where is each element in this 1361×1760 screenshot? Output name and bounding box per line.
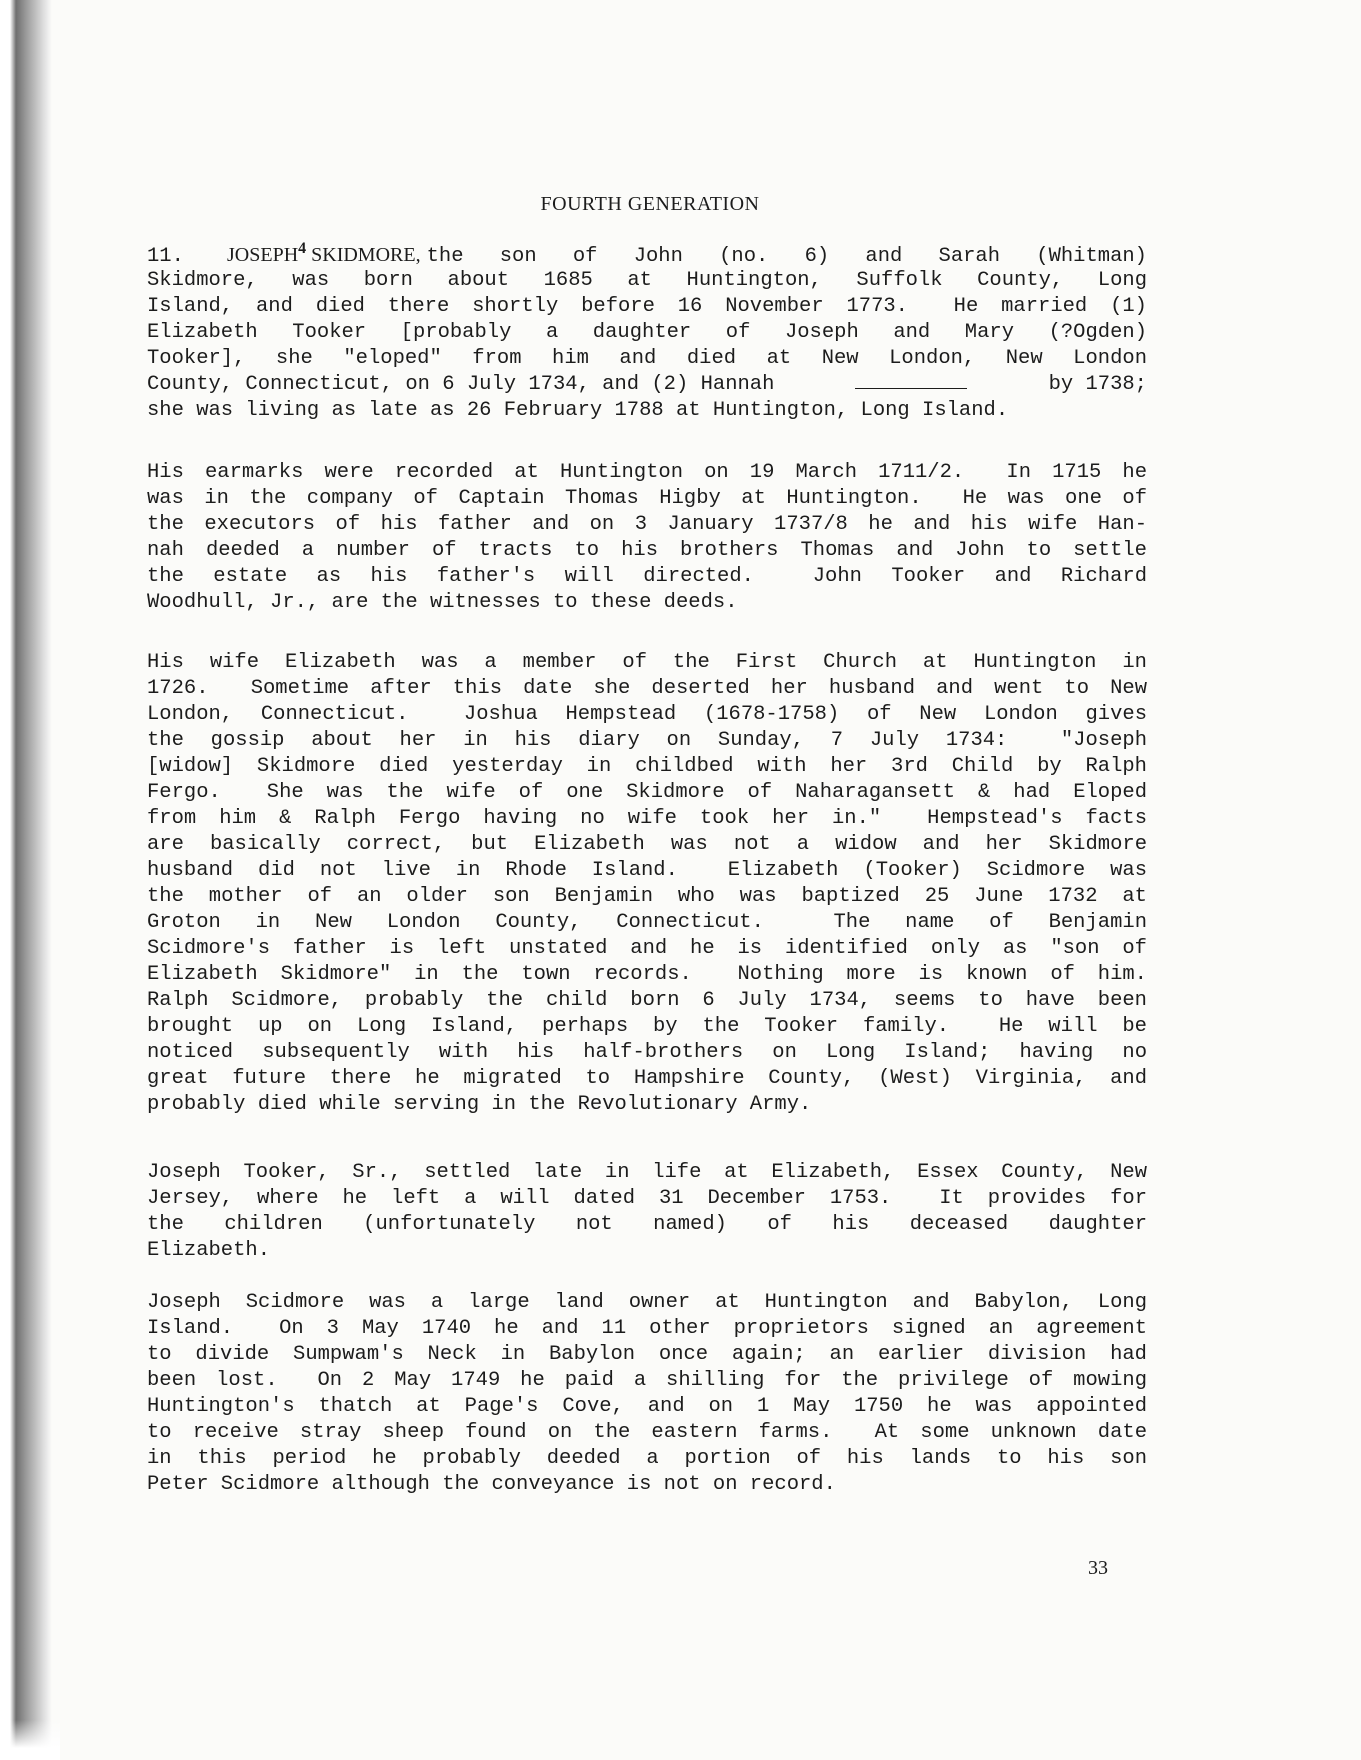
paragraph-line: nah deeded a number of tracts to his brothers Thomas and John to settle — [147, 539, 1147, 562]
paragraph-line: to receive stray sheep found on the eastern farms. At some unknown date — [147, 1421, 1147, 1444]
paragraph-line: 1726. Sometime after this date she deserted her husband and went to New — [147, 677, 1147, 700]
paragraph-line: Jersey, where he left a will dated 31 December 1753. It provides for — [147, 1187, 1147, 1210]
paragraph-line-end: by 1738; — [1048, 373, 1147, 396]
paragraph-5 — [147, 1290, 1147, 1498]
paragraph-line: Woodhull, Jr., are the witnesses to these deeds. — [147, 591, 738, 614]
paragraph-1 — [147, 242, 1147, 424]
paragraph-line: probably died while serving in the Revolutionary Army. — [147, 1093, 812, 1116]
paragraph-line: the mother of an older son Benjamin who was baptized 25 June 1732 at — [147, 885, 1147, 908]
paragraph-line: His wife Elizabeth was a member of the First Church at Huntington in — [147, 651, 1147, 674]
paragraph-line: Elizabeth Tooker [probably a daughter of Joseph and Mary (?Ogden) — [147, 321, 1147, 344]
paragraph-line: His earmarks were recorded at Huntington on 19 March 1711/2. In 1715 he — [147, 461, 1147, 484]
entry-name: JOSEPH$^4$ SKIDMORE, — [227, 240, 421, 266]
paragraph-line-with-blank — [147, 372, 1147, 398]
entry-number: 11. — [147, 245, 184, 268]
paragraph-line: brought up on Long Island, perhaps by the Tooker family. He will be — [147, 1015, 1147, 1038]
paragraph-line: the son of John (no. 6) and Sarah (Whitman) — [426, 245, 1147, 268]
paragraph-line: from him & Ralph Fergo having no wife took her in." Hempstead's facts — [147, 807, 1147, 830]
paragraph-line: the executors of his father and on 3 January 1737/8 he and his wife Han- — [147, 513, 1147, 536]
paragraph-line: County, Connecticut, on 6 July 1734, and (2) Hannah — [147, 373, 775, 396]
blank-rule — [855, 374, 967, 389]
entry-first-line — [147, 242, 1147, 268]
paragraph-line: Island. On 3 May 1740 he and 11 other proprietors signed an agreement — [147, 1317, 1147, 1340]
generation-superscript: 4 — [298, 240, 307, 257]
paragraph-line: in this period he probably deeded a portion of his lands to his son — [147, 1447, 1147, 1470]
paragraph-4 — [147, 1160, 1147, 1264]
paragraph-2 — [147, 460, 1147, 616]
paragraph-line: noticed subsequently with his half-brothers on Long Island; having no — [147, 1041, 1147, 1064]
paragraph-line: Fergo. She was the wife of one Skidmore of Naharagansett & had Eloped — [147, 781, 1147, 804]
paragraph-line: Elizabeth Skidmore" in the town records. Nothing more is known of him. — [147, 963, 1147, 986]
paragraph-line: are basically correct, but Elizabeth was not a widow and her Skidmore — [147, 833, 1147, 856]
paragraph-line: to divide Sumpwam's Neck in Babylon once again; an earlier division had — [147, 1343, 1147, 1366]
page-number: 33 — [1088, 1557, 1108, 1579]
paragraph-line: [widow] Skidmore died yesterday in childbed with her 3rd Child by Ralph — [147, 755, 1147, 778]
section-heading: FOURTH GENERATION — [540, 193, 760, 215]
paragraph-line: Joseph Tooker, Sr., settled late in life at Elizabeth, Essex County, New — [147, 1161, 1147, 1184]
paragraph-3 — [147, 650, 1147, 1118]
paragraph-line: Joseph Scidmore was a large land owner at Huntington and Babylon, Long — [147, 1291, 1147, 1314]
paragraph-line: she was living as late as 26 February 1788 at Huntington, Long Island. — [147, 399, 1009, 422]
paragraph-line: the children (unfortunately not named) of his deceased daughter — [147, 1213, 1147, 1236]
paragraph-line: the estate as his father's will directed. John Tooker and Richard — [147, 565, 1147, 588]
entry-surname: SKIDMORE, — [311, 244, 421, 266]
paragraph-line: Scidmore's father is left unstated and he is identified only as "son of — [147, 937, 1147, 960]
paragraph-line: London, Connecticut. Joshua Hempstead (1678-1758) of New London gives — [147, 703, 1147, 726]
paragraph-line: Elizabeth. — [147, 1239, 271, 1262]
paragraph-line: Island, and died there shortly before 16 November 1773. He married (1) — [147, 295, 1147, 318]
paragraph-line: was in the company of Captain Thomas Higby at Huntington. He was one of — [147, 487, 1147, 510]
paragraph-line: Peter Scidmore although the conveyance is not on record. — [147, 1473, 836, 1496]
paragraph-line: Huntington's thatch at Page's Cove, and on 1 May 1750 he was appointed — [147, 1395, 1147, 1418]
paragraph-line: Skidmore, was born about 1685 at Huntington, Suffolk County, Long — [147, 269, 1147, 292]
paragraph-line: Groton in New London County, Connecticut. The name of Benjamin — [147, 911, 1147, 934]
paragraph-line: the gossip about her in his diary on Sunday, 7 July 1734: "Joseph — [147, 729, 1147, 752]
paragraph-line: Ralph Scidmore, probably the child born 6 July 1734, seems to have been — [147, 989, 1147, 1012]
paragraph-line: Tooker], she "eloped" from him and died at New London, New London — [147, 347, 1147, 370]
paragraph-line: been lost. On 2 May 1749 he paid a shilling for the privilege of mowing — [147, 1369, 1147, 1392]
paragraph-line: great future there he migrated to Hampshire County, (West) Virginia, and — [147, 1067, 1147, 1090]
paragraph-line: husband did not live in Rhode Island. Elizabeth (Tooker) Scidmore was — [147, 859, 1147, 882]
